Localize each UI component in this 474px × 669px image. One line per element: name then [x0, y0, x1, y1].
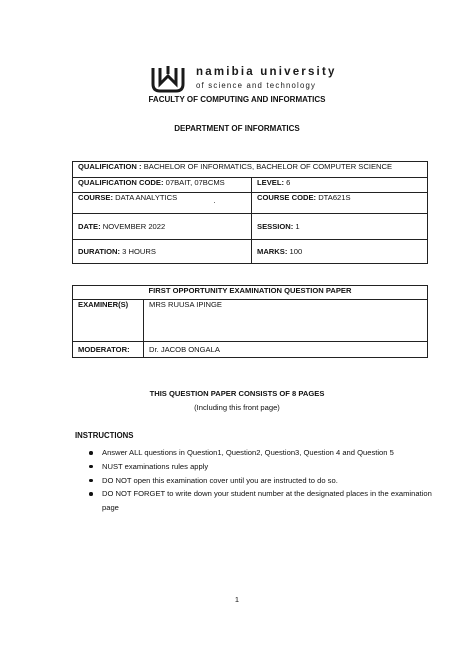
instruction-item — [75, 446, 435, 460]
including-front-page-line: (Including this front page) — [194, 403, 280, 412]
instruction-item — [75, 474, 435, 488]
scan-speck — [214, 202, 215, 203]
bullet-icon — [89, 465, 93, 469]
course-code-cell — [252, 193, 428, 214]
examiner-label: EXAMINER(S) — [73, 300, 144, 342]
level-label: LEVEL: — [257, 178, 285, 187]
course-value: DATA ANALYTICS — [115, 193, 178, 202]
course-code-label: COURSE CODE: — [257, 193, 317, 202]
instruction-text: DO NOT open this examination cover until you are instructed to do so. — [102, 475, 338, 485]
bullet-icon — [89, 451, 93, 455]
bullet-icon — [89, 479, 93, 483]
qualification-cell — [73, 162, 428, 178]
qual-code-value: 07BAIT, 07BCMS — [165, 178, 225, 187]
marks-cell — [252, 240, 428, 264]
exam-details-table — [72, 161, 428, 264]
department-title: DEPARTMENT OF INFORMATICS — [174, 124, 300, 133]
qual-code-cell — [73, 178, 252, 193]
session-cell — [252, 214, 428, 240]
university-name: namibia university — [196, 66, 337, 78]
instruction-text: DO NOT FORGET to write down your student number at the designated places in the examination page — [102, 489, 432, 513]
duration-label: DURATION: — [78, 247, 121, 256]
level-cell — [252, 178, 428, 193]
qualification-label: QUALIFICATION : — [78, 162, 142, 171]
instructions-heading: INSTRUCTIONS — [75, 431, 134, 440]
instruction-item — [75, 460, 435, 474]
marks-value: 100 — [289, 247, 303, 256]
duration-value: 3 HOURS — [122, 247, 156, 256]
session-label: SESSION: — [257, 222, 294, 231]
date-label: DATE: — [78, 222, 101, 231]
marks-label: MARKS: — [257, 247, 288, 256]
moderator-label: MODERATOR: — [73, 342, 144, 358]
date-value: NOVEMBER 2022 — [102, 222, 166, 231]
examiner-value: MRS RUUSA IPINGE — [144, 300, 428, 342]
level-value: 6 — [286, 178, 291, 187]
bullet-icon — [89, 492, 93, 496]
examiners-table — [72, 285, 428, 358]
course-code-value: DTA621S — [318, 193, 351, 202]
university-header — [150, 64, 350, 96]
nust-shield-logo-icon — [150, 64, 186, 94]
university-subtitle: of science and technology — [196, 81, 317, 90]
instructions-list — [75, 446, 435, 515]
qualification-value: BACHELOR OF INFORMATICS, BACHELOR OF COMPUTER SCIENCE — [143, 162, 393, 171]
page-count-line: THIS QUESTION PAPER CONSISTS OF 8 PAGES — [149, 389, 325, 398]
duration-cell — [73, 240, 252, 264]
instruction-item — [75, 487, 435, 515]
session-value: 1 — [295, 222, 300, 231]
instruction-text: NUST examinations rules apply — [102, 461, 209, 471]
moderator-value: Dr. JACOB ONGALA — [144, 342, 428, 358]
page-number: 1 — [234, 595, 240, 604]
course-label: COURSE: — [78, 193, 114, 202]
instruction-text: Answer ALL questions in Question1, Question2, Question3, Question 4 and Question 5 — [102, 448, 394, 457]
examination-paper-title: FIRST OPPORTUNITY EXAMINATION QUESTION PAPER — [73, 286, 428, 300]
faculty-title: FACULTY OF COMPUTING AND INFORMATICS — [148, 95, 326, 104]
course-cell — [73, 193, 252, 214]
date-cell — [73, 214, 252, 240]
qual-code-label: QUALIFICATION CODE: — [78, 178, 164, 187]
